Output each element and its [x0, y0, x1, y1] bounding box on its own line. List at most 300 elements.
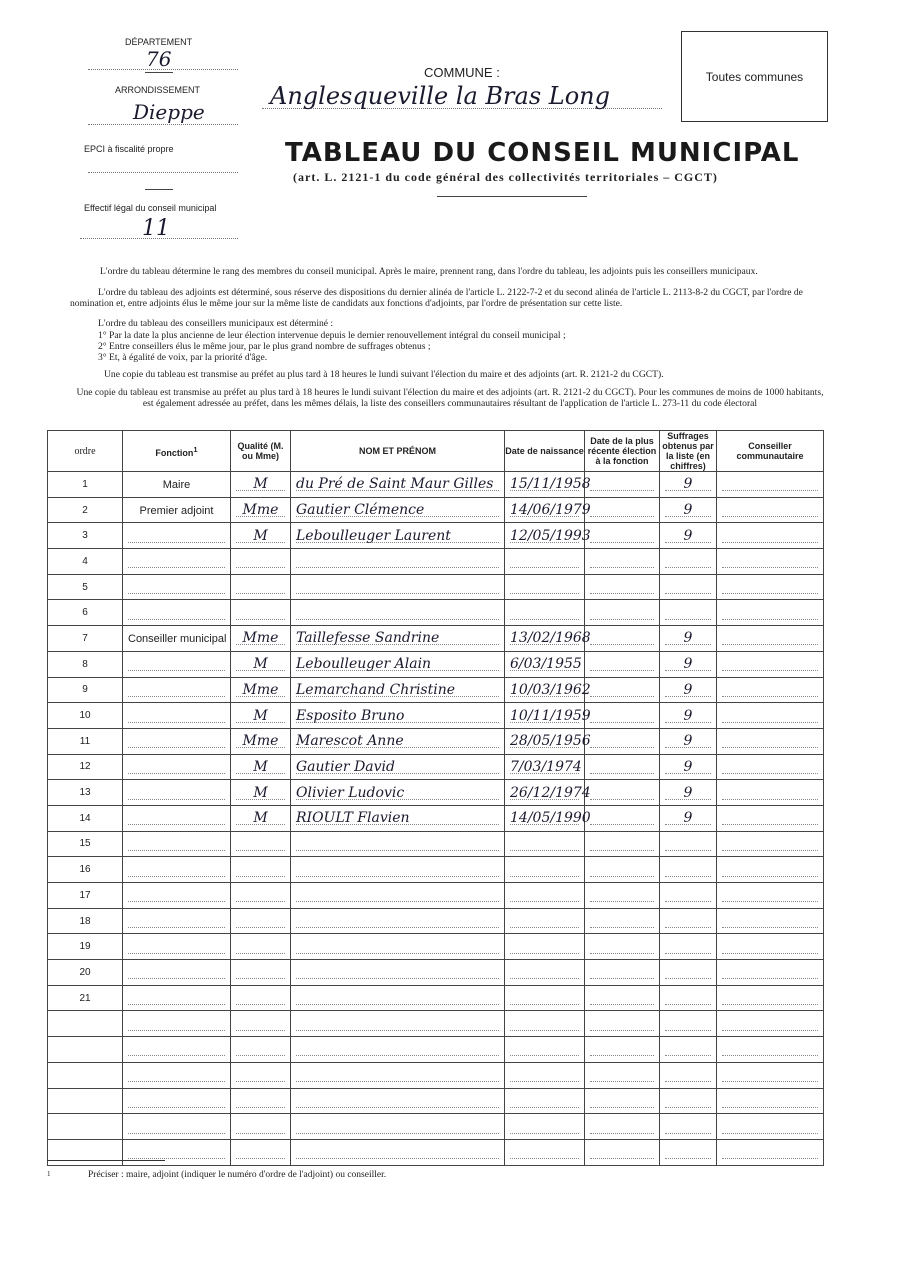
cell-naissance-value: 12/05/1993: [510, 527, 591, 544]
cell-conseiller[interactable]: [717, 1088, 824, 1114]
cell-naissance[interactable]: [505, 1062, 585, 1088]
cell-qualite[interactable]: [231, 677, 291, 703]
cell-qualite[interactable]: [231, 1062, 291, 1088]
cell-qualite-value: [236, 991, 285, 1005]
cell-nom[interactable]: [291, 523, 505, 549]
cell-suffrages[interactable]: [660, 1062, 717, 1088]
cell-nom[interactable]: [291, 651, 505, 677]
cell-fonction[interactable]: [123, 497, 231, 523]
cell-suffrages[interactable]: [660, 1011, 717, 1037]
cell-qualite[interactable]: [231, 1011, 291, 1037]
instruction-paragraph: L'ordre du tableau des adjoints est déterminé, sous réserve des dispositions du dernier alinéa de l'article L. 2122-7-2 et du second alinéa de l'article L. 2113-8-2 du CGCT, par l'ordre de nomination et, entre adjoints élus le même jour sur la même liste de candidats aux fonctions d'adjoints, par l'ordre de présentation sur cette liste.: [70, 287, 803, 309]
cell-conseiller[interactable]: [717, 780, 824, 806]
cell-ordre: 11: [48, 728, 123, 754]
cell-qualite[interactable]: [231, 472, 291, 498]
cell-fonction-value: Conseiller municipal: [128, 632, 227, 645]
cell-suffrages-value: [665, 1017, 711, 1031]
cell-fonction[interactable]: [123, 549, 231, 575]
arrondissement-value: Dieppe: [133, 100, 205, 124]
cell-qualite[interactable]: [231, 549, 291, 575]
effectif-field[interactable]: [80, 218, 238, 239]
cell-election[interactable]: [585, 1037, 660, 1063]
cell-election[interactable]: [585, 1139, 660, 1165]
cell-naissance[interactable]: [505, 857, 585, 883]
cell-fonction[interactable]: [123, 1062, 231, 1088]
cell-qualite[interactable]: [231, 805, 291, 831]
cell-nom[interactable]: [291, 497, 505, 523]
cell-election[interactable]: [585, 677, 660, 703]
cell-election[interactable]: [585, 1011, 660, 1037]
cell-ordre: [48, 1088, 123, 1114]
cell-qualite[interactable]: [231, 857, 291, 883]
cell-election-value: [590, 863, 654, 877]
cell-nom[interactable]: [291, 703, 505, 729]
cell-qualite[interactable]: [231, 703, 291, 729]
cell-conseiller[interactable]: [717, 549, 824, 575]
cell-nom[interactable]: [291, 831, 505, 857]
cell-nom[interactable]: [291, 754, 505, 780]
cell-election[interactable]: [585, 985, 660, 1011]
cell-nom-value: Lemarchand Christine: [296, 683, 499, 697]
cell-conseiller-value: [722, 631, 818, 645]
cell-fonction[interactable]: [123, 754, 231, 780]
cell-election-value: [590, 554, 654, 568]
cell-suffrages-value: 9: [665, 734, 711, 748]
cell-qualite[interactable]: [231, 497, 291, 523]
cell-conseiller[interactable]: [717, 600, 824, 626]
cell-nom[interactable]: [291, 1062, 505, 1088]
cell-nom[interactable]: [291, 780, 505, 806]
cell-election[interactable]: [585, 626, 660, 652]
cell-election[interactable]: [585, 728, 660, 754]
cell-suffrages[interactable]: [660, 1139, 717, 1165]
cell-naissance-value: [510, 888, 579, 902]
cell-nom-value: du Pré de Saint Maur Gilles: [296, 477, 499, 491]
cell-suffrages[interactable]: [660, 805, 717, 831]
cell-nom[interactable]: [291, 883, 505, 909]
cell-naissance[interactable]: [505, 574, 585, 600]
cell-election[interactable]: [585, 857, 660, 883]
cell-conseiller[interactable]: [717, 497, 824, 523]
cell-suffrages-value: [665, 837, 711, 851]
cell-election[interactable]: [585, 549, 660, 575]
cell-conseiller[interactable]: [717, 1011, 824, 1037]
cell-fonction[interactable]: [123, 985, 231, 1011]
cell-election[interactable]: [585, 600, 660, 626]
cell-fonction[interactable]: [123, 600, 231, 626]
cell-election[interactable]: [585, 651, 660, 677]
cell-nom[interactable]: [291, 574, 505, 600]
cell-suffrages[interactable]: [660, 600, 717, 626]
cell-naissance-value: 10/11/1959: [510, 707, 591, 724]
cell-fonction[interactable]: [123, 934, 231, 960]
cell-suffrages[interactable]: [660, 857, 717, 883]
cell-nom[interactable]: [291, 677, 505, 703]
cell-nom[interactable]: [291, 472, 505, 498]
cell-election[interactable]: [585, 523, 660, 549]
cell-election-value: [590, 477, 654, 491]
cell-ordre: 10: [48, 703, 123, 729]
cell-fonction[interactable]: [123, 523, 231, 549]
cell-conseiller[interactable]: [717, 677, 824, 703]
cell-suffrages[interactable]: [660, 626, 717, 652]
cell-qualite[interactable]: [231, 728, 291, 754]
cell-suffrages[interactable]: [660, 574, 717, 600]
cell-election[interactable]: [585, 934, 660, 960]
cell-qualite[interactable]: [231, 600, 291, 626]
cell-suffrages-value: 9: [665, 760, 711, 774]
cell-suffrages[interactable]: [660, 703, 717, 729]
cell-qualite[interactable]: [231, 1139, 291, 1165]
table-row: [48, 960, 824, 986]
cell-naissance[interactable]: [505, 780, 591, 806]
cell-naissance[interactable]: [505, 1037, 585, 1063]
table-row: [48, 574, 824, 600]
cell-qualite[interactable]: [231, 523, 291, 549]
cell-qualite-value: [236, 1042, 285, 1056]
cell-conseiller[interactable]: [717, 651, 824, 677]
cell-conseiller[interactable]: [717, 934, 824, 960]
council-table: [47, 430, 824, 1166]
table-row: [48, 831, 824, 857]
cell-qualite[interactable]: [231, 883, 291, 909]
cell-naissance[interactable]: [505, 805, 591, 831]
cell-nom[interactable]: [291, 600, 505, 626]
cell-naissance[interactable]: [505, 549, 585, 575]
cell-suffrages-value: [665, 888, 711, 902]
cell-suffrages-value: [665, 1120, 711, 1134]
cell-qualite-value: M: [236, 811, 285, 825]
cell-naissance[interactable]: [505, 1114, 585, 1140]
cell-ordre: 13: [48, 780, 123, 806]
cell-naissance[interactable]: [505, 908, 585, 934]
cell-nom-value: Gautier David: [296, 760, 499, 774]
cell-qualite[interactable]: [231, 1114, 291, 1140]
footnote-divider: [47, 1160, 165, 1161]
cell-conseiller-value: [722, 709, 818, 723]
cell-conseiller[interactable]: [717, 960, 824, 986]
cell-nom[interactable]: [291, 728, 505, 754]
cell-ordre: 12: [48, 754, 123, 780]
col-header-nom: NOM ET PRÉNOM: [291, 431, 505, 472]
cell-fonction[interactable]: [123, 728, 231, 754]
cell-suffrages-value: [665, 606, 711, 620]
cell-election[interactable]: [585, 908, 660, 934]
table-row: [48, 883, 824, 909]
cell-qualite[interactable]: [231, 960, 291, 986]
cell-suffrages[interactable]: [660, 472, 717, 498]
cell-fonction[interactable]: [123, 831, 231, 857]
cell-election[interactable]: [585, 1088, 660, 1114]
col-header-fonction-label: Fonction: [155, 447, 194, 458]
col-header-qualite: Qualité (M. ou Mme): [231, 431, 291, 472]
cell-qualite[interactable]: [231, 1037, 291, 1063]
cell-fonction[interactable]: [123, 574, 231, 600]
cell-suffrages-value: [665, 991, 711, 1005]
table-row: [48, 1114, 824, 1140]
cell-fonction-value: [128, 965, 225, 979]
cell-naissance[interactable]: [505, 472, 591, 498]
cell-nom[interactable]: [291, 908, 505, 934]
cell-conseiller-value: [722, 606, 818, 620]
cell-qualite[interactable]: [231, 985, 291, 1011]
cell-nom[interactable]: [291, 985, 505, 1011]
cell-conseiller-value: [722, 991, 818, 1005]
cell-nom-value: Esposito Bruno: [296, 709, 499, 723]
page-subtitle: (art. L. 2121-1 du code général des collectivités territoriales – CGCT): [293, 170, 718, 184]
cell-naissance[interactable]: [505, 728, 591, 754]
cell-naissance[interactable]: [505, 677, 591, 703]
cell-naissance[interactable]: [505, 934, 585, 960]
cell-fonction[interactable]: [123, 626, 231, 652]
cell-naissance[interactable]: [505, 600, 585, 626]
cell-suffrages[interactable]: [660, 1088, 717, 1114]
cell-suffrages[interactable]: [660, 831, 717, 857]
cell-fonction-value: [128, 991, 225, 1005]
cell-election[interactable]: [585, 574, 660, 600]
cell-conseiller[interactable]: [717, 523, 824, 549]
cell-election-value: [590, 760, 654, 774]
cell-nom[interactable]: [291, 934, 505, 960]
cell-qualite[interactable]: [231, 651, 291, 677]
cell-nom[interactable]: [291, 1037, 505, 1063]
cell-election-value: [590, 734, 654, 748]
cell-fonction-value: [128, 683, 225, 697]
cell-fonction[interactable]: [123, 1011, 231, 1037]
cell-fonction[interactable]: [123, 472, 231, 498]
cell-conseiller[interactable]: [717, 728, 824, 754]
cell-conseiller[interactable]: [717, 574, 824, 600]
cell-conseiller[interactable]: [717, 805, 824, 831]
cell-fonction[interactable]: [123, 1114, 231, 1140]
cell-ordre: [48, 1114, 123, 1140]
cell-nom[interactable]: [291, 805, 505, 831]
cell-fonction[interactable]: [123, 780, 231, 806]
cell-election[interactable]: [585, 960, 660, 986]
cell-fonction-value: [128, 1094, 225, 1108]
cell-fonction-value: [128, 606, 225, 620]
cell-fonction-value: [128, 734, 225, 748]
cell-election[interactable]: [585, 472, 660, 498]
cell-ordre: 3: [48, 523, 123, 549]
cell-nom-value: Marescot Anne: [296, 734, 499, 748]
cell-conseiller[interactable]: [717, 703, 824, 729]
cell-naissance[interactable]: [505, 960, 585, 986]
cell-naissance[interactable]: [505, 626, 591, 652]
cell-nom[interactable]: [291, 626, 505, 652]
cell-nom-value: [296, 888, 499, 902]
cell-qualite[interactable]: [231, 934, 291, 960]
cell-election-value: [590, 1068, 654, 1082]
cell-election-value: [590, 940, 654, 954]
cell-fonction-value: [128, 554, 225, 568]
cell-conseiller[interactable]: [717, 1037, 824, 1063]
cell-conseiller[interactable]: [717, 1139, 824, 1165]
cell-suffrages[interactable]: [660, 754, 717, 780]
cell-nom-value: [296, 606, 499, 620]
cell-suffrages-value: [665, 580, 711, 594]
cell-election-value: [590, 991, 654, 1005]
cell-election[interactable]: [585, 703, 660, 729]
cell-naissance[interactable]: [505, 831, 585, 857]
cell-fonction[interactable]: [123, 703, 231, 729]
cell-naissance[interactable]: [505, 1011, 585, 1037]
cell-fonction[interactable]: [123, 677, 231, 703]
cell-naissance[interactable]: [505, 1139, 585, 1165]
cell-conseiller[interactable]: [717, 883, 824, 909]
cell-suffrages[interactable]: [660, 908, 717, 934]
cell-nom[interactable]: [291, 857, 505, 883]
col-header-election: Date de la plus récente élection à la fonction: [585, 431, 660, 472]
cell-qualite-value: M: [236, 709, 285, 723]
cell-nom[interactable]: [291, 1114, 505, 1140]
epci-field[interactable]: [88, 160, 238, 173]
cell-fonction[interactable]: [123, 651, 231, 677]
divider: [145, 189, 173, 190]
departement-label: DÉPARTEMENT: [125, 37, 193, 47]
cell-naissance[interactable]: [505, 883, 585, 909]
cell-fonction[interactable]: [123, 908, 231, 934]
cell-nom-value: [296, 1120, 499, 1134]
cell-suffrages-value: 9: [665, 683, 711, 697]
instruction-paragraph: L'ordre du tableau des conseillers municipaux est déterminé :: [98, 318, 334, 329]
table-row: [48, 472, 824, 498]
cell-suffrages[interactable]: [660, 651, 717, 677]
cell-fonction[interactable]: [123, 1088, 231, 1114]
cell-conseiller[interactable]: [717, 857, 824, 883]
cell-nom[interactable]: [291, 549, 505, 575]
cell-nom-value: [296, 863, 499, 877]
cell-election[interactable]: [585, 831, 660, 857]
cell-conseiller-value: [722, 529, 818, 543]
toutes-communes-box: [681, 31, 828, 122]
cell-naissance[interactable]: [505, 703, 591, 729]
cell-suffrages[interactable]: [660, 883, 717, 909]
cell-qualite[interactable]: [231, 754, 291, 780]
cell-suffrages-value: 9: [665, 709, 711, 723]
cell-suffrages-value: 9: [665, 477, 711, 491]
cell-qualite[interactable]: [231, 1088, 291, 1114]
cell-suffrages[interactable]: [660, 1114, 717, 1140]
cell-fonction[interactable]: [123, 960, 231, 986]
cell-nom[interactable]: [291, 1139, 505, 1165]
cell-conseiller-value: [722, 683, 818, 697]
cell-qualite[interactable]: [231, 908, 291, 934]
cell-naissance[interactable]: [505, 651, 585, 677]
cell-qualite[interactable]: [231, 574, 291, 600]
departement-field[interactable]: [88, 49, 238, 70]
table-row: [48, 1062, 824, 1088]
cell-fonction[interactable]: [123, 1037, 231, 1063]
arrondissement-label: ARRONDISSEMENT: [115, 85, 201, 95]
cell-suffrages[interactable]: [660, 780, 717, 806]
cell-election[interactable]: [585, 1062, 660, 1088]
cell-qualite[interactable]: [231, 626, 291, 652]
cell-election-value: [590, 657, 654, 671]
cell-conseiller[interactable]: [717, 754, 824, 780]
cell-suffrages[interactable]: [660, 677, 717, 703]
cell-conseiller[interactable]: [717, 1062, 824, 1088]
cell-suffrages[interactable]: [660, 549, 717, 575]
cell-fonction[interactable]: [123, 1139, 231, 1165]
cell-qualite[interactable]: [231, 780, 291, 806]
cell-naissance-value: [510, 1017, 579, 1031]
arrondissement-field[interactable]: [88, 100, 238, 125]
cell-suffrages[interactable]: [660, 960, 717, 986]
footnote-marker: 1: [47, 1170, 51, 1178]
cell-naissance[interactable]: [505, 497, 591, 523]
cell-fonction[interactable]: [123, 857, 231, 883]
cell-suffrages[interactable]: [660, 728, 717, 754]
cell-qualite-value: [236, 1145, 285, 1159]
cell-qualite-value: [236, 1120, 285, 1134]
cell-naissance[interactable]: [505, 985, 585, 1011]
cell-naissance-value: [510, 914, 579, 928]
cell-naissance[interactable]: [505, 523, 591, 549]
cell-election[interactable]: [585, 1114, 660, 1140]
table-row: [48, 677, 824, 703]
cell-ordre: [48, 1139, 123, 1165]
cell-suffrages[interactable]: [660, 934, 717, 960]
cell-conseiller[interactable]: [717, 908, 824, 934]
cell-election[interactable]: [585, 497, 660, 523]
cell-election-value: [590, 580, 654, 594]
cell-conseiller[interactable]: [717, 472, 824, 498]
cell-nom[interactable]: [291, 1088, 505, 1114]
cell-conseiller[interactable]: [717, 985, 824, 1011]
cell-election[interactable]: [585, 780, 660, 806]
cell-election[interactable]: [585, 754, 660, 780]
cell-qualite-value: M: [236, 657, 285, 671]
cell-election[interactable]: [585, 805, 660, 831]
table-row: [48, 728, 824, 754]
cell-suffrages[interactable]: [660, 497, 717, 523]
table-row: [48, 985, 824, 1011]
cell-suffrages[interactable]: [660, 1037, 717, 1063]
cell-fonction[interactable]: [123, 883, 231, 909]
cell-qualite-value: [236, 940, 285, 954]
cell-election-value: [590, 1145, 654, 1159]
cell-conseiller[interactable]: [717, 1114, 824, 1140]
cell-nom[interactable]: [291, 960, 505, 986]
cell-ordre: 8: [48, 651, 123, 677]
cell-qualite[interactable]: [231, 831, 291, 857]
cell-suffrages-value: 9: [665, 503, 711, 517]
cell-suffrages-value: [665, 914, 711, 928]
cell-conseiller-value: [722, 1068, 818, 1082]
commune-field[interactable]: [262, 82, 662, 109]
cell-suffrages[interactable]: [660, 523, 717, 549]
cell-conseiller[interactable]: [717, 626, 824, 652]
cell-nom[interactable]: [291, 1011, 505, 1037]
cell-election-value: [590, 1120, 654, 1134]
cell-conseiller-value: [722, 811, 818, 825]
cell-fonction[interactable]: [123, 805, 231, 831]
cell-ordre: 9: [48, 677, 123, 703]
table-row: [48, 703, 824, 729]
instruction-item: 3° Et, à égalité de voix, par la priorité d'âge.: [98, 352, 268, 363]
cell-election[interactable]: [585, 883, 660, 909]
cell-suffrages[interactable]: [660, 985, 717, 1011]
cell-naissance[interactable]: [505, 1088, 585, 1114]
cell-qualite-value: Mme: [236, 734, 285, 748]
cell-suffrages-value: [665, 554, 711, 568]
cell-ordre: [48, 1037, 123, 1063]
cell-naissance[interactable]: [505, 754, 585, 780]
cell-conseiller[interactable]: [717, 831, 824, 857]
table-header-row: [48, 431, 824, 472]
cell-conseiller-value: [722, 888, 818, 902]
